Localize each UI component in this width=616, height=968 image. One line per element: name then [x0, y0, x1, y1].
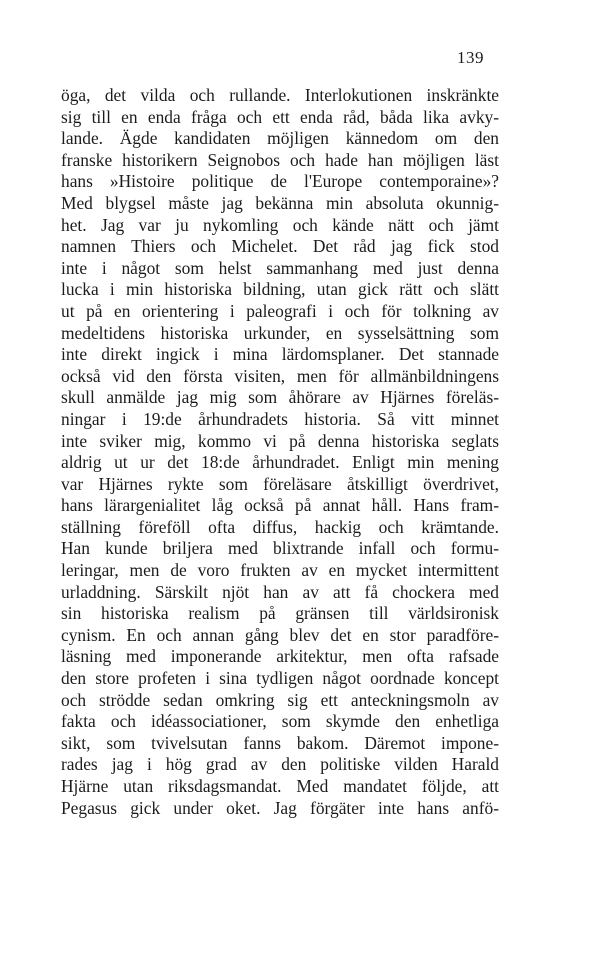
page-number: 139: [457, 48, 484, 67]
text-line: öga, det vilda och rullande. Interlokutionen inskränkte: [61, 85, 499, 105]
text-line: var Hjärnes rykte som föreläsare åtskilligt överdrivet,: [61, 473, 499, 494]
text-line: hans lärargenialitet låg också på annat håll. Hans fram-: [61, 495, 499, 516]
text-line: fakta och idéassociationer, som skymde den enhetliga: [61, 711, 499, 732]
text-line: ut på en orientering i paleografi i och för tolkning av: [61, 300, 499, 321]
text-line: hans »Histoire politique de l'Europe contemporaine»?: [61, 171, 499, 192]
text-line: Han kunde briljera med blixtrande infall och formu-: [61, 538, 499, 559]
text-line: inte sviker mig, kommo vi på denna historiska seglats: [61, 430, 499, 451]
text-line: också vid den första visiten, men för allmänbildningens: [61, 365, 499, 386]
text-line: lande. Ägde kandidaten möjligen kännedom om den: [61, 128, 499, 149]
text-line: Hjärne utan riksdagsmandat. Med mandatet följde, att: [61, 776, 499, 796]
text-line: den store profeten i sina tydligen något oordnade koncept: [61, 668, 499, 689]
text-line: franske historikern Seignobos och hade han möjligen läst: [61, 149, 499, 170]
text-line: medeltidens historiska urkunder, en sysselsättning som: [61, 322, 499, 343]
text-line: skull anmälde jag mig som åhörare av Hjärnes föreläs-: [61, 387, 499, 408]
text-line: sin historiska realism på gränsen till världsironisk: [61, 603, 499, 624]
text-line: sikt, som tvivelsutan fanns bakom. Däremot impone-: [61, 732, 499, 753]
text-line: och strödde sedan omkring sig ett anteckningsmoln av: [61, 689, 499, 710]
text-line: sig till en enda fråga och ett enda råd, båda lika avky-: [61, 106, 499, 127]
text-line: läsning med imponerande arkitektur, men ofta rafsade: [61, 646, 499, 667]
text-line: het. Jag var ju nykomling och kände nätt och jämt: [61, 214, 499, 235]
text-line: ställning föreföll ofta diffus, hackig och krämtande.: [61, 516, 499, 537]
text-line: inte direkt ingick i mina lärdomsplaner. Det stannade: [61, 344, 499, 365]
text-line: cynism. En och annan gång blev det en stor paradföre-: [61, 624, 499, 645]
text-line: ningar i 19:de århundradets historia. Så vitt minnet: [61, 408, 499, 429]
text-line: Pegasus gick under oket. Jag förgäter inte hans anfö-: [61, 797, 499, 818]
text-line: Med blygsel måste jag bekänna min absoluta okunnig-: [61, 192, 499, 213]
text-line: urladdning. Särskilt njöt han av att få chockera med: [61, 581, 499, 602]
text-line: rades jag i hög grad av den politiske vilden Harald: [61, 754, 499, 775]
text-line: lucka i min historiska bildning, utan gick rätt och slätt: [61, 279, 499, 300]
text-line: leringar, men de voro frukten av en mycket intermittent: [61, 560, 499, 581]
body-text: [61, 85, 499, 819]
text-line: inte i något som helst sammanhang med just denna: [61, 257, 499, 278]
text-line: namnen Thiers och Michelet. Det råd jag fick stod: [61, 236, 499, 257]
text-line: aldrig ut ur det 18:de århundradet. Enligt min mening: [61, 452, 499, 473]
